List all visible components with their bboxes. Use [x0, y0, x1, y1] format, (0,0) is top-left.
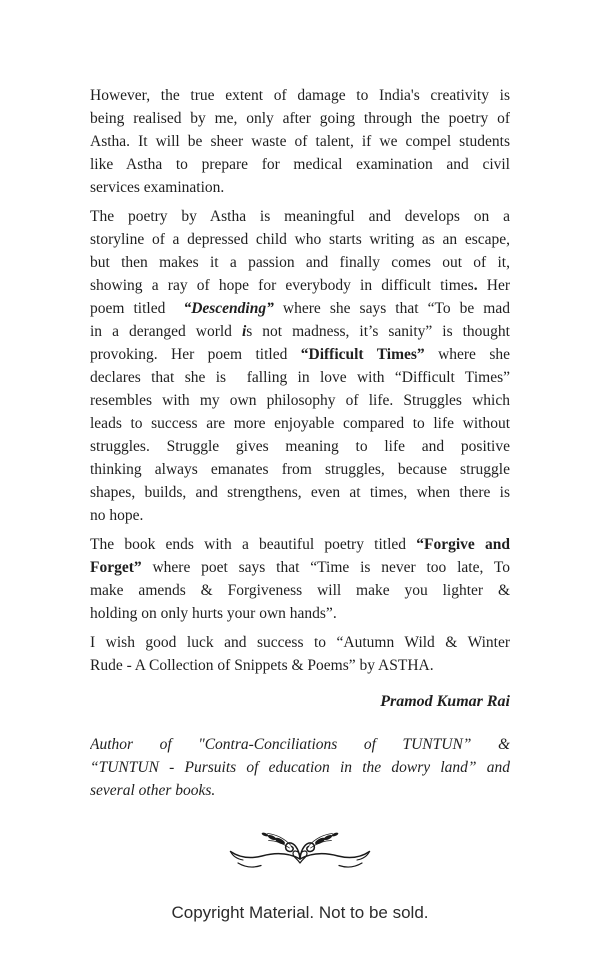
- text-segment: Author of "Contra-Conciliations of TUNTUN” &: [90, 736, 510, 753]
- text-segment: However, the true extent of damage to India's creativity is: [90, 87, 510, 104]
- text-segment: holding on only hurts your own hands”.: [90, 605, 337, 622]
- paragraph-2: [90, 205, 510, 527]
- flourish-ornament-icon: [225, 828, 375, 876]
- text-segment: where she: [424, 346, 510, 363]
- text-line: [90, 320, 510, 343]
- text-line: [90, 756, 510, 779]
- text-segment: declares that she is falling in love with “Difficult Times”: [90, 369, 510, 386]
- text-line: [90, 84, 510, 107]
- text-line: [90, 654, 510, 677]
- text-segment: i: [241, 323, 247, 340]
- text-segment: but then makes it a passion and finally comes out of it,: [90, 254, 510, 271]
- author-note: [90, 733, 510, 802]
- text-line: [90, 205, 510, 228]
- text-line: [90, 458, 510, 481]
- text-segment: poem titled: [90, 300, 184, 317]
- text-line: [90, 481, 510, 504]
- text-line: [90, 504, 510, 527]
- text-segment: services examination.: [90, 179, 225, 196]
- text-segment: s not madness, it’s sanity” is thought: [246, 323, 510, 340]
- text-segment: “Forgive and: [416, 536, 510, 553]
- text-line: [90, 251, 510, 274]
- text-segment: “Descending”: [183, 300, 274, 317]
- text-line: [90, 366, 510, 389]
- text-line: [90, 435, 510, 458]
- paragraph-3: [90, 533, 510, 625]
- text-segment: where she says that “To be mad: [273, 300, 510, 317]
- text-line: [90, 733, 510, 756]
- paragraph-1: [90, 84, 510, 199]
- text-line: [90, 389, 510, 412]
- text-line: [90, 297, 510, 320]
- text-line: [90, 631, 510, 654]
- text-segment: Her: [477, 277, 510, 294]
- text-line: [90, 107, 510, 130]
- page-content: [90, 84, 510, 876]
- text-line: [90, 779, 510, 802]
- text-segment: I wish good luck and success to “Autumn Wild & Winter: [90, 634, 510, 651]
- text-segment: The poetry by Astha is meaningful and develops on a: [90, 208, 510, 225]
- text-segment: resembles with my own philosophy of life. Struggles which: [90, 392, 510, 409]
- text-line: [90, 533, 510, 556]
- text-line: [90, 579, 510, 602]
- text-line: [90, 556, 510, 579]
- text-line: [90, 153, 510, 176]
- text-segment: in a deranged world: [90, 323, 242, 340]
- text-line: [90, 412, 510, 435]
- text-segment: The book ends with a beautiful poetry titled: [90, 536, 417, 553]
- author-note: [90, 733, 510, 802]
- text-segment: like Astha to prepare for medical examination and civil: [90, 156, 510, 173]
- signature-name: Pramod Kumar Rai: [380, 693, 510, 710]
- text-segment: no hope.: [90, 507, 144, 524]
- text-segment: leads to success are more enjoyable compared to life without: [90, 415, 510, 432]
- text-line: [90, 343, 510, 366]
- text-segment: storyline of a depressed child who starts writing as an escape,: [90, 231, 510, 248]
- text-segment: “Difficult Times”: [300, 346, 425, 363]
- text-segment: Rude - A Collection of Snippets & Poems” by ASTHA.: [90, 657, 434, 674]
- text-segment: struggles. Struggle gives meaning to life and positive: [90, 438, 510, 455]
- body-paragraphs: [90, 84, 510, 677]
- text-segment: thinking always emanates from struggles, because struggle: [90, 461, 510, 478]
- text-segment: Astha. It will be sheer waste of talent, if we compel students: [90, 133, 510, 150]
- text-line: [90, 130, 510, 153]
- text-line: [90, 228, 510, 251]
- text-segment: “TUNTUN - Pursuits of education in the dowry land” and: [90, 759, 510, 776]
- paragraph-4: [90, 631, 510, 677]
- text-segment: being realised by me, only after going through the poetry of: [90, 110, 510, 127]
- text-segment: several other books.: [90, 782, 216, 799]
- text-line: [90, 176, 510, 199]
- text-segment: .: [473, 277, 478, 294]
- text-segment: showing a ray of hope for everybody in difficult times: [90, 277, 474, 294]
- text-line: [90, 274, 510, 297]
- text-segment: shapes, builds, and strengthens, even at times, when there is: [90, 484, 510, 501]
- copyright-notice: Copyright Material. Not to be sold.: [171, 903, 429, 922]
- text-segment: provoking. Her poem titled: [90, 346, 301, 363]
- text-segment: make amends & Forgiveness will make you lighter &: [90, 582, 510, 599]
- text-segment: Forget”: [90, 559, 142, 576]
- text-line: [90, 602, 510, 625]
- text-segment: where poet says that “Time is never too late, To: [141, 559, 510, 576]
